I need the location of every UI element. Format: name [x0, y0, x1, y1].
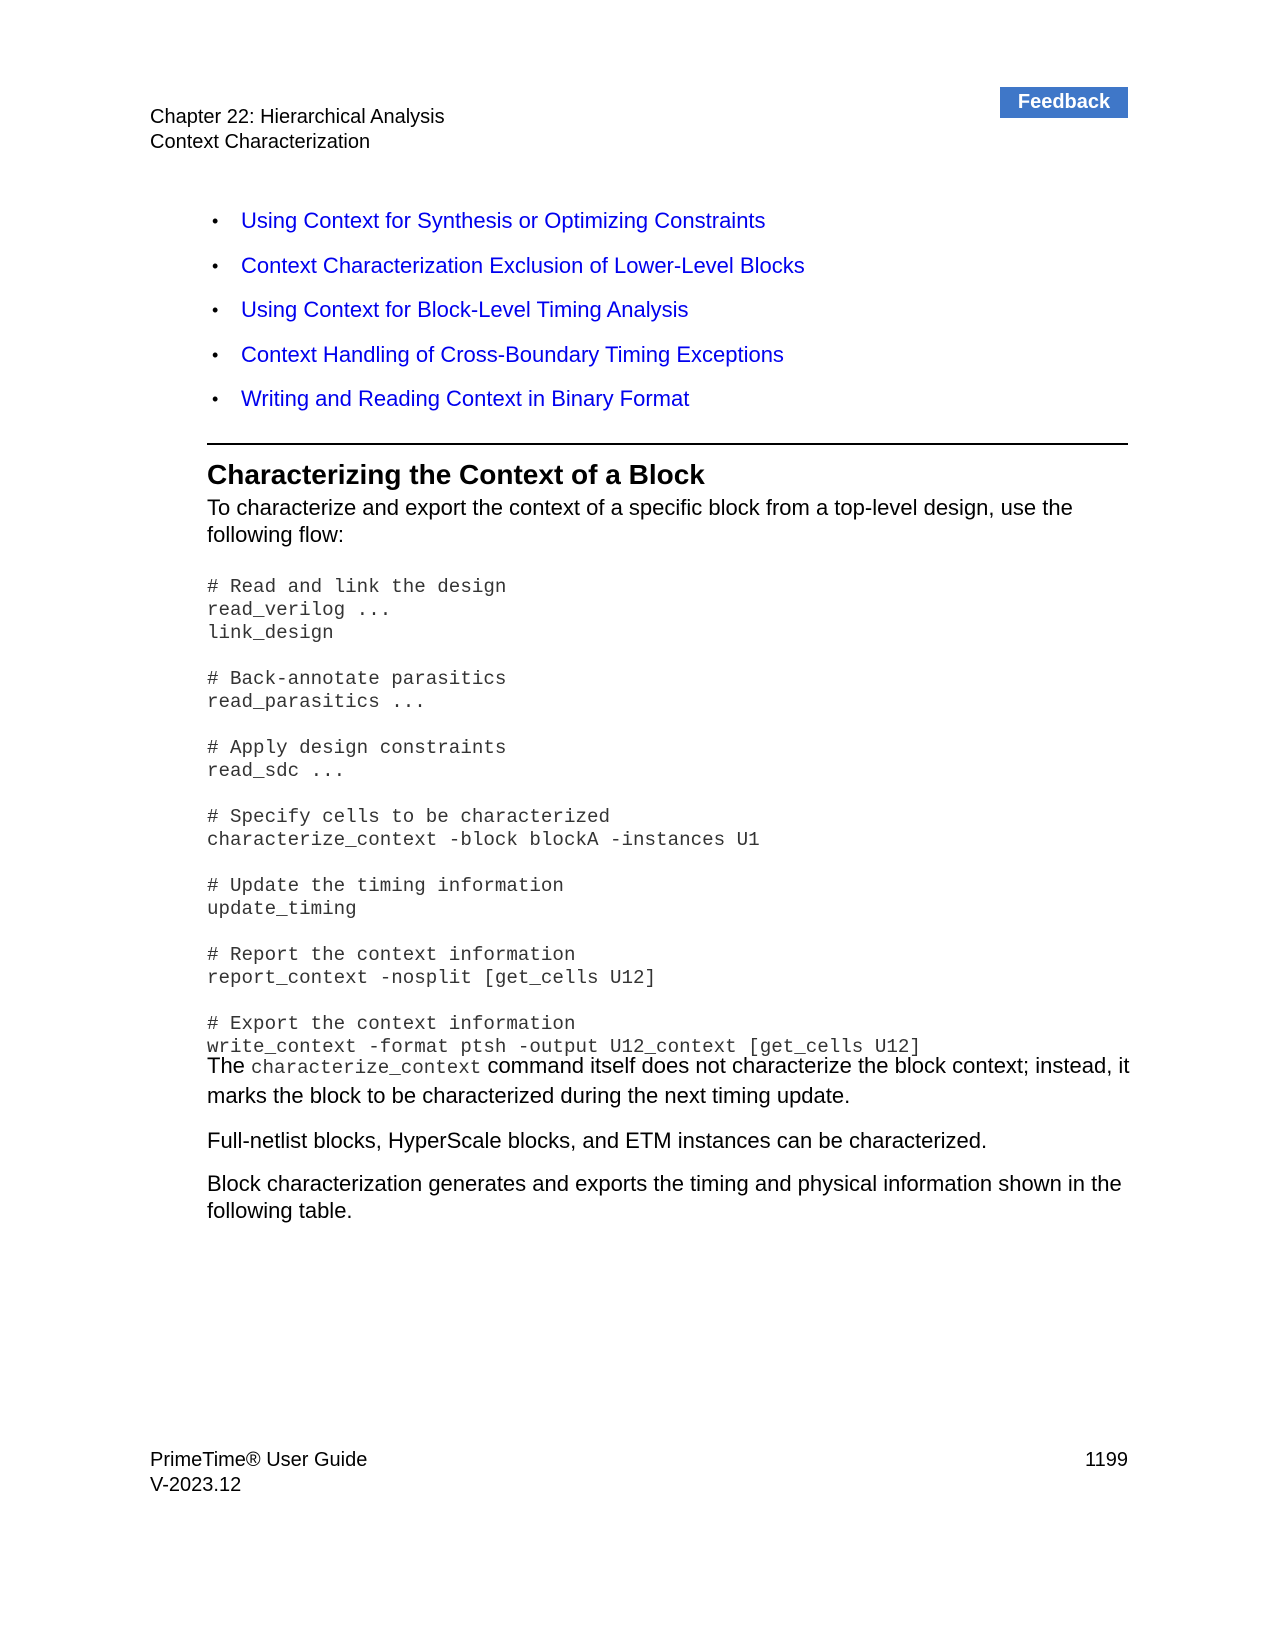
footer-version: V-2023.12 [150, 1474, 242, 1496]
section-divider [207, 443, 1128, 445]
para-text: The [207, 1053, 252, 1078]
code-comment-line: # Read and link the design [207, 576, 507, 598]
code-comment-line: # Specify cells to be characterized [207, 806, 611, 828]
code-command-line: link_design [207, 622, 334, 644]
page-number: 1199 [1084, 1449, 1128, 1471]
link-block-level-timing[interactable]: Using Context for Block-Level Timing Analysis [241, 297, 689, 322]
code-command-line: read_verilog ... [207, 599, 392, 621]
link-synthesis-constraints[interactable]: Using Context for Synthesis or Optimizing Constraints [241, 208, 766, 233]
code-comment-line: # Report the context information [207, 944, 576, 966]
inline-code: characterize_context [251, 1057, 482, 1079]
intro-paragraph: To characterize and export the context of a specific block from a top-level design, use the following flow: [207, 495, 1073, 547]
chapter-title: Chapter 22: Hierarchical Analysis [150, 106, 445, 128]
code-comment-line: # Back-annotate parasitics [207, 668, 507, 690]
code-comment-line: # Update the timing information [207, 875, 564, 897]
link-exclusion-lower-level[interactable]: Context Characterization Exclusion of Lower-Level Blocks [241, 252, 805, 278]
code-command-line: update_timing [207, 898, 357, 920]
bullet-icon: • [212, 300, 219, 320]
code-blank-line [207, 645, 921, 668]
code-blank-line [207, 921, 921, 944]
code-comment-line: # Export the context information [207, 1013, 576, 1035]
footer-product: PrimeTime® User Guide [150, 1449, 368, 1471]
link-binary-format[interactable]: Writing and Reading Context in Binary Format [241, 386, 690, 411]
table-intro-paragraph: Block characterization generates and exports the timing and physical information shown in the following table. [207, 1171, 1122, 1223]
code-blank-line [207, 852, 921, 875]
code-command-line: write_context -format ptsh -output U12_context [get_cells U12] [207, 1036, 921, 1058]
bullet-icon: • [212, 211, 219, 231]
section-heading: Characterizing the Context of a Block [207, 459, 705, 490]
code-command-line: characterize_context -block blockA -instances U1 [207, 829, 760, 851]
code-command-line: read_parasitics ... [207, 691, 426, 713]
code-command-line: report_context -nosplit [get_cells U12] [207, 967, 657, 989]
section-breadcrumb: Context Characterization [150, 131, 371, 153]
bullet-icon: • [212, 344, 219, 365]
code-blank-line [207, 783, 921, 806]
feedback-button[interactable]: Feedback [1000, 87, 1128, 118]
code-blank-line [207, 990, 921, 1013]
bullet-icon: • [212, 389, 219, 409]
code-comment-line: # Apply design constraints [207, 737, 507, 759]
code-example [207, 576, 921, 1059]
supported-blocks-paragraph: Full-netlist blocks, HyperScale blocks, and ETM instances can be characterized. [207, 1128, 988, 1153]
code-command-line: read_sdc ... [207, 760, 346, 782]
para-text: command itself does not characterize the block context; instead, it marks the block to be characterized during the next timing update. [207, 1053, 1130, 1108]
link-cross-boundary-exceptions[interactable]: Context Handling of Cross-Boundary Timing Exceptions [241, 341, 784, 367]
bullet-icon: • [212, 255, 219, 276]
code-blank-line [207, 714, 921, 737]
characterize-paragraph [207, 1052, 1137, 1109]
